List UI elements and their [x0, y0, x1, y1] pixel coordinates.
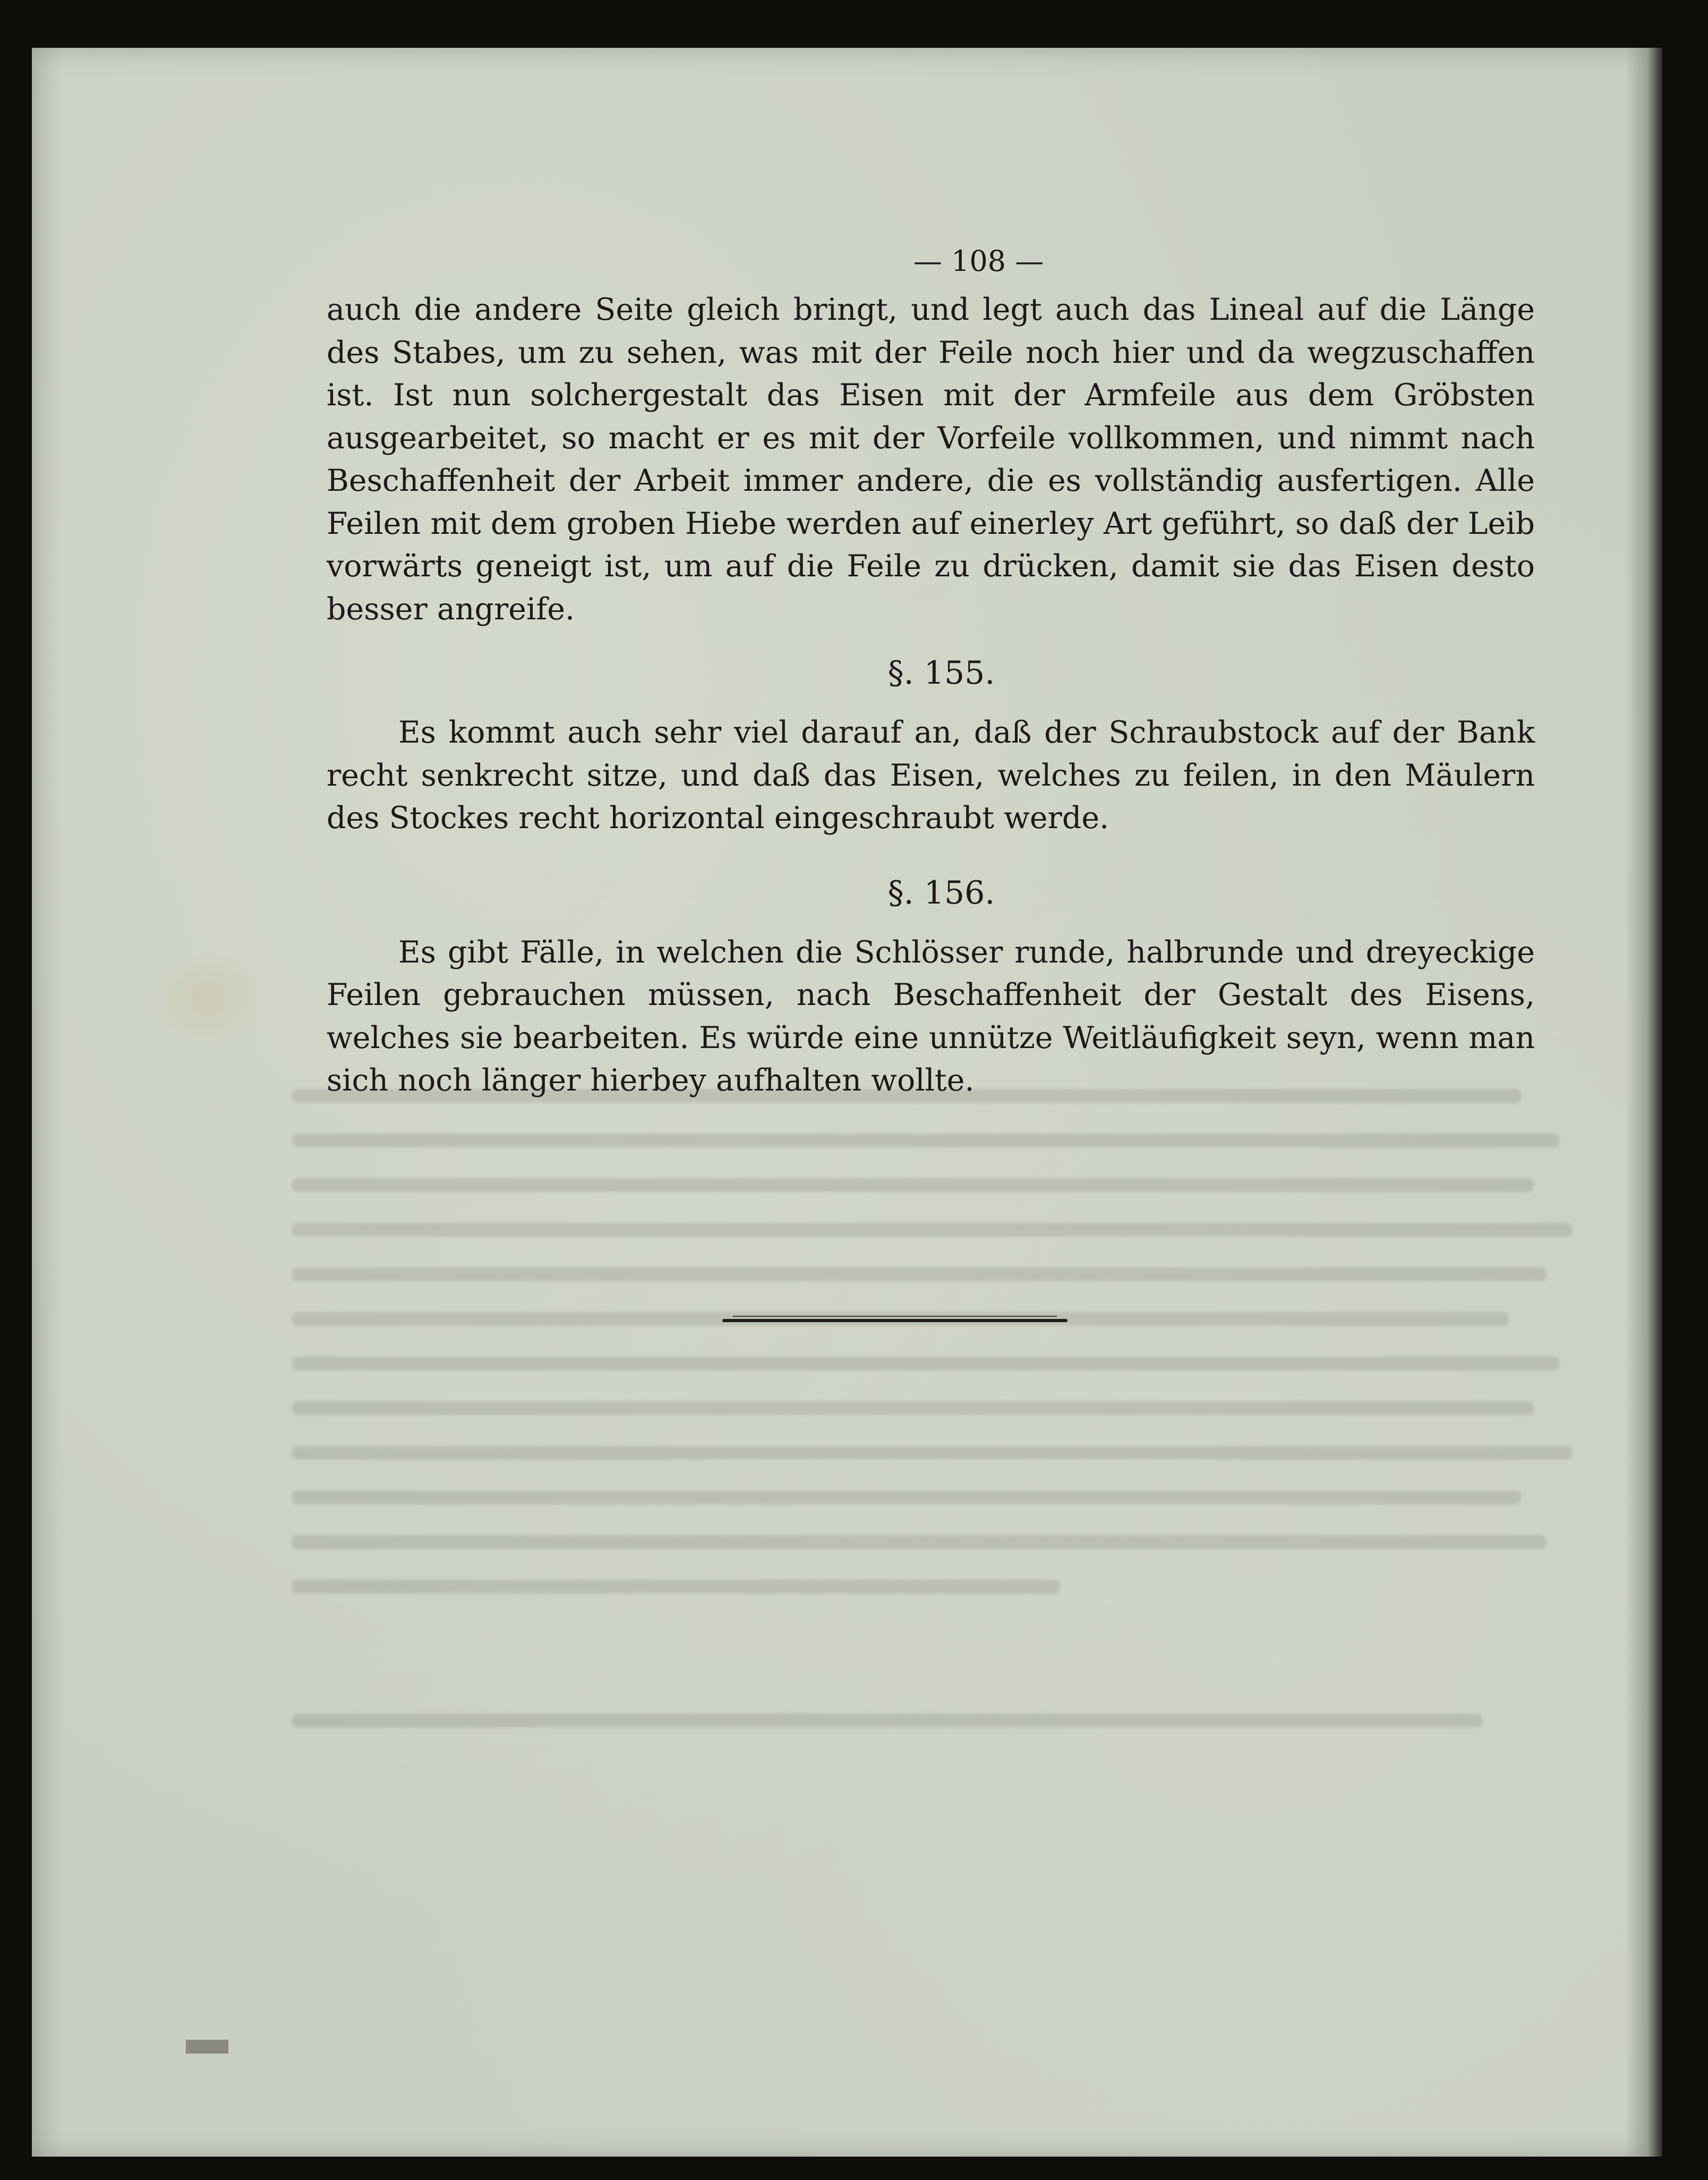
book-gutter	[1625, 48, 1662, 2157]
paragraph-section-155: Es kommt auch sehr viel darauf an, daß der Schraubstock auf der Bank recht senkrecht sitze, und daß das Eisen, welches zu feilen, in den Mäulern des Stockes recht horizontal eingeschraubt werde.	[327, 715, 1535, 836]
page-number: — 108 —	[913, 244, 1044, 278]
margin-mark	[186, 2040, 228, 2054]
section-heading-155: §. 155.	[887, 654, 995, 692]
section-heading-156: §. 156.	[887, 874, 995, 912]
show-through-text	[292, 1089, 1572, 1779]
paragraph-section-156: Es gibt Fälle, in welchen die Schlösser runde, halbrunde und dreyeckige Feilen gebrauchen müssen, nach Beschaffenheit der Gestalt des Eisens, welches sie bearbeiten. Es würde eine unnütze Weitläufigkeit seyn, wenn man sich noch länger hierbey aufhalten wollte.	[327, 934, 1535, 1098]
end-rule-thin	[733, 1316, 1057, 1317]
paragraph-continuation: auch die andere Seite gleich bringt, und legt auch das Lineal auf die Länge des Stabes, um zu sehen, was mit der Feile noch hier und da wegzuschaffen ist. Ist nun solchergestalt das Eisen mit der Armfeile aus dem Gröbsten ausgearbeitet, so macht er es mit der Vorfeile vollkommen, und nimmt nach Beschaffenheit der Arbeit immer andere, die es vollständig ausfertigen. Alle Feilen mit dem groben Hiebe werden auf einerley Art geführt, so daß der Leib vorwärts geneigt ist, um auf die Feile zu drücken, damit sie das Eisen desto besser angreife.	[327, 292, 1535, 627]
end-rule	[722, 1316, 1068, 1325]
text-block	[327, 244, 1535, 1102]
end-rule-thick	[722, 1319, 1068, 1322]
paper-stain	[149, 951, 266, 1046]
